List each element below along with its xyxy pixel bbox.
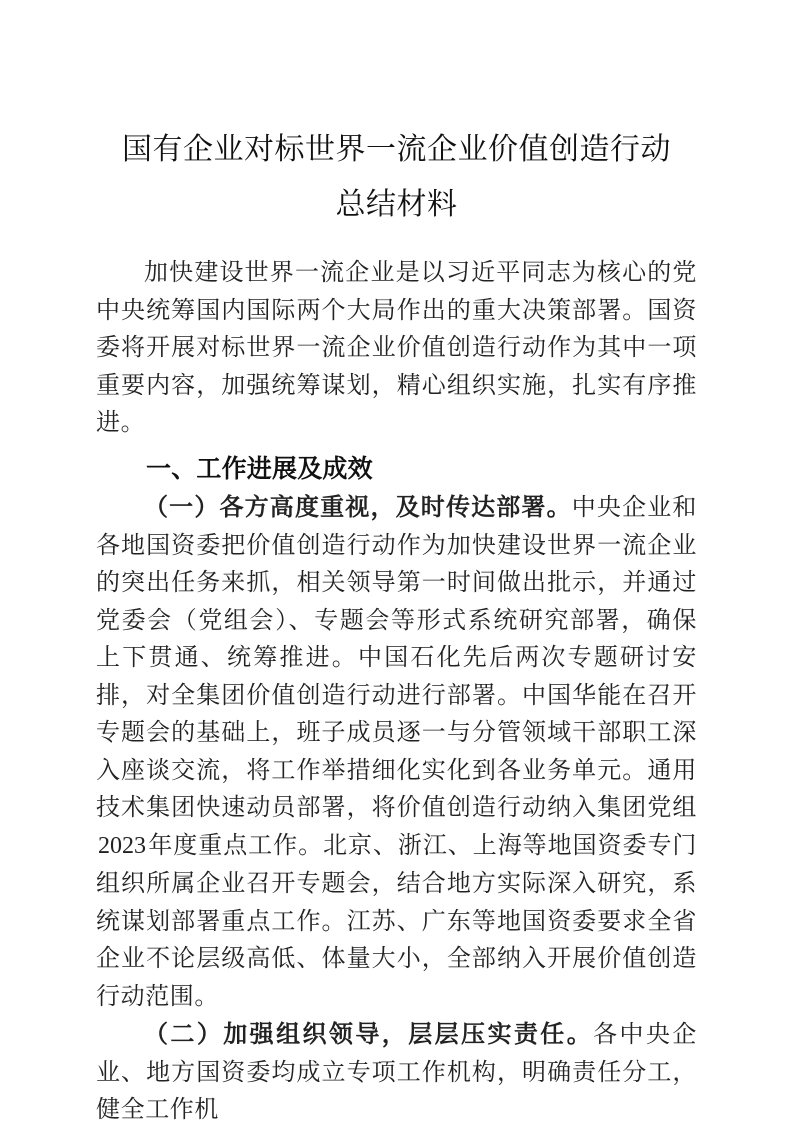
subsection-2-lead-in: （二）加强组织领导，层层压实责任。 <box>144 1019 594 1048</box>
subsection-1-body-part-2: 年度重点工作。北京、浙江、上海等地国资委专门组织所属企业召开专题会，结合地方实际深入研究，系统谋划部署重点工作。江苏、广东等地国资委要求全省企业不论层级高低、体量大小，全部纳入开展价值创造行动范围。 <box>96 830 697 1010</box>
document-title-line-2: 总结材料 <box>335 188 458 221</box>
document-title <box>96 0 697 232</box>
document-title-line-1: 国有企业对标世界一流企业价值创造行动 <box>122 133 671 166</box>
subsection-1-lead-in: （一）各方高度重视，及时传达部署。 <box>144 492 572 521</box>
intro-paragraph: 加快建设世界一流企业是以习近平同志为核心的党中央统筹国内国际两个大局作出的重大决策部署。国资委将开展对标世界一流企业价值创造行动作为其中一项重要内容，加强统筹谋划，精心组织实施，扎实有序推进。 <box>96 258 697 436</box>
section-heading-1: 一、工作进展及成效 <box>146 454 373 483</box>
subsection-1-year-value: 2023 <box>98 832 146 859</box>
subsection-paragraph-2 <box>96 1015 697 1122</box>
subsection-2-body: 各中央企业、地方国资委均成立专项工作机构，明确责任分工，健全工作机 <box>96 1020 697 1122</box>
subsection-1-body-part-1: 中央企业和各地国资委把价值创造行动作为加快建设世界一流企业的突出任务来抓，相关领导第一时间做出批示，并通过党委会（党组会）、专题会等形式系统研究部署，确保上下贯通、统筹推进。中国石化先后两次专题研讨安排，对全集团价值创造行动进行部署。中国华能在召开专题会的基础上，班子成员逐一与分管领域干部职工深入座谈交流，将工作举措细化实化到各业务单元。通用技术集团快速动员部署，将价值创造行动纳入集团党组 <box>96 493 697 821</box>
subsection-paragraph-1 <box>96 488 697 1015</box>
